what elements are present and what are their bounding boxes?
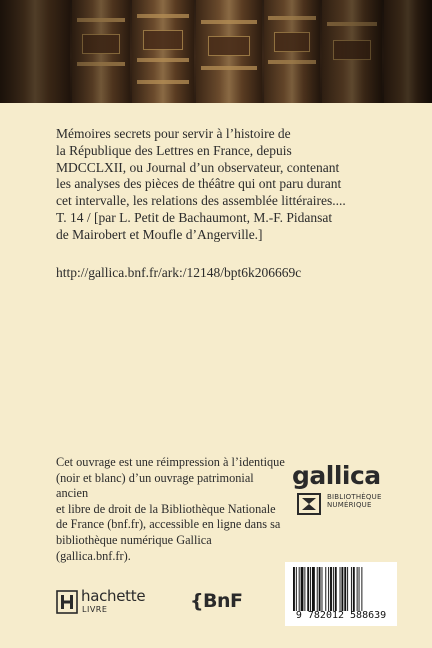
barcode-bar xyxy=(328,567,329,611)
barcode-bar xyxy=(304,567,305,611)
barcode-bar xyxy=(322,567,323,611)
gallica-hourglass-icon xyxy=(296,492,322,516)
barcode-bar xyxy=(351,567,352,611)
notice-line: Cet ouvrage est une réimpression à l’identique xyxy=(56,455,285,469)
barcode-bar xyxy=(335,567,337,611)
gallica-sub-line: NUMÉRIQUE xyxy=(327,501,372,509)
title-line: cet intervalle, les relations des assemblée littéraires.... xyxy=(56,193,346,209)
barcode-bar xyxy=(344,567,346,611)
barcode-bar xyxy=(347,567,348,611)
title-line: de Mairobert et Moufle d’Angerville.] xyxy=(56,226,263,242)
barcode-bar xyxy=(357,567,358,611)
barcode-bar xyxy=(312,567,315,611)
title-line: T. 14 / [par L. Petit de Bachaumont, M.-F. Pidansat xyxy=(56,209,333,225)
barcode-bar xyxy=(319,567,321,611)
notice-line: (noir et blanc) d’un ouvrage patrimonial ancien xyxy=(56,470,254,501)
gallica-sub-line: BIBLIOTHÈQUE xyxy=(327,493,382,501)
barcode-bar xyxy=(359,567,360,611)
gallica-url: http://gallica.bnf.fr/ark:/12148/bpt6k206669c xyxy=(56,265,302,280)
gallica-wordmark: gallica xyxy=(292,461,381,490)
gallica-subtitle xyxy=(327,493,397,509)
bnf-logo: {BnF xyxy=(190,590,243,612)
barcode-bar xyxy=(296,567,297,611)
title-line: Mémoires secrets pour servir à l’histoire de xyxy=(56,126,291,141)
barcode-bar xyxy=(310,567,311,611)
barcode-bar xyxy=(307,567,309,611)
barcode-bar xyxy=(317,567,318,611)
hachette-livre-logo xyxy=(56,588,146,618)
gallica-logo xyxy=(292,462,384,514)
isbn-barcode xyxy=(285,562,397,626)
barcode-bar xyxy=(299,567,300,611)
barcode-bar xyxy=(333,567,334,611)
bookshelf-banner-image xyxy=(0,0,432,103)
barcode-bar xyxy=(341,567,343,611)
notice-line: et libre de droit de la Bibliothèque Nationale xyxy=(56,501,276,516)
barcode-bars xyxy=(293,567,391,611)
barcode-bar xyxy=(293,567,295,611)
notice-line: de France (bnf.fr), accessible en ligne dans sa xyxy=(56,517,281,532)
isbn-digits: 9 782012 588639 xyxy=(295,610,387,621)
barcode-bar xyxy=(330,567,332,611)
title-line: les analyses des pièces de théâtre qui ont paru durant xyxy=(56,176,342,192)
barcode-bar xyxy=(340,567,341,611)
barcode-bar xyxy=(353,567,355,611)
hachette-h-icon xyxy=(56,590,78,614)
notice-line: bibliothèque numérique Gallica (gallica.bnf.fr). xyxy=(56,532,212,563)
barcode-bar xyxy=(325,567,326,611)
reprint-notice xyxy=(56,455,286,564)
hachette-subtitle: LIVRE xyxy=(82,605,108,614)
title-line: la République des Lettres en France, depuis xyxy=(56,142,292,158)
barcode-bar xyxy=(301,567,304,611)
book-title-description xyxy=(56,126,406,244)
title-line: MDCCLXII, ou Journal d’un observateur, contenant xyxy=(56,159,340,175)
barcode-bar xyxy=(361,567,362,611)
hachette-wordmark: hachette xyxy=(81,587,146,605)
